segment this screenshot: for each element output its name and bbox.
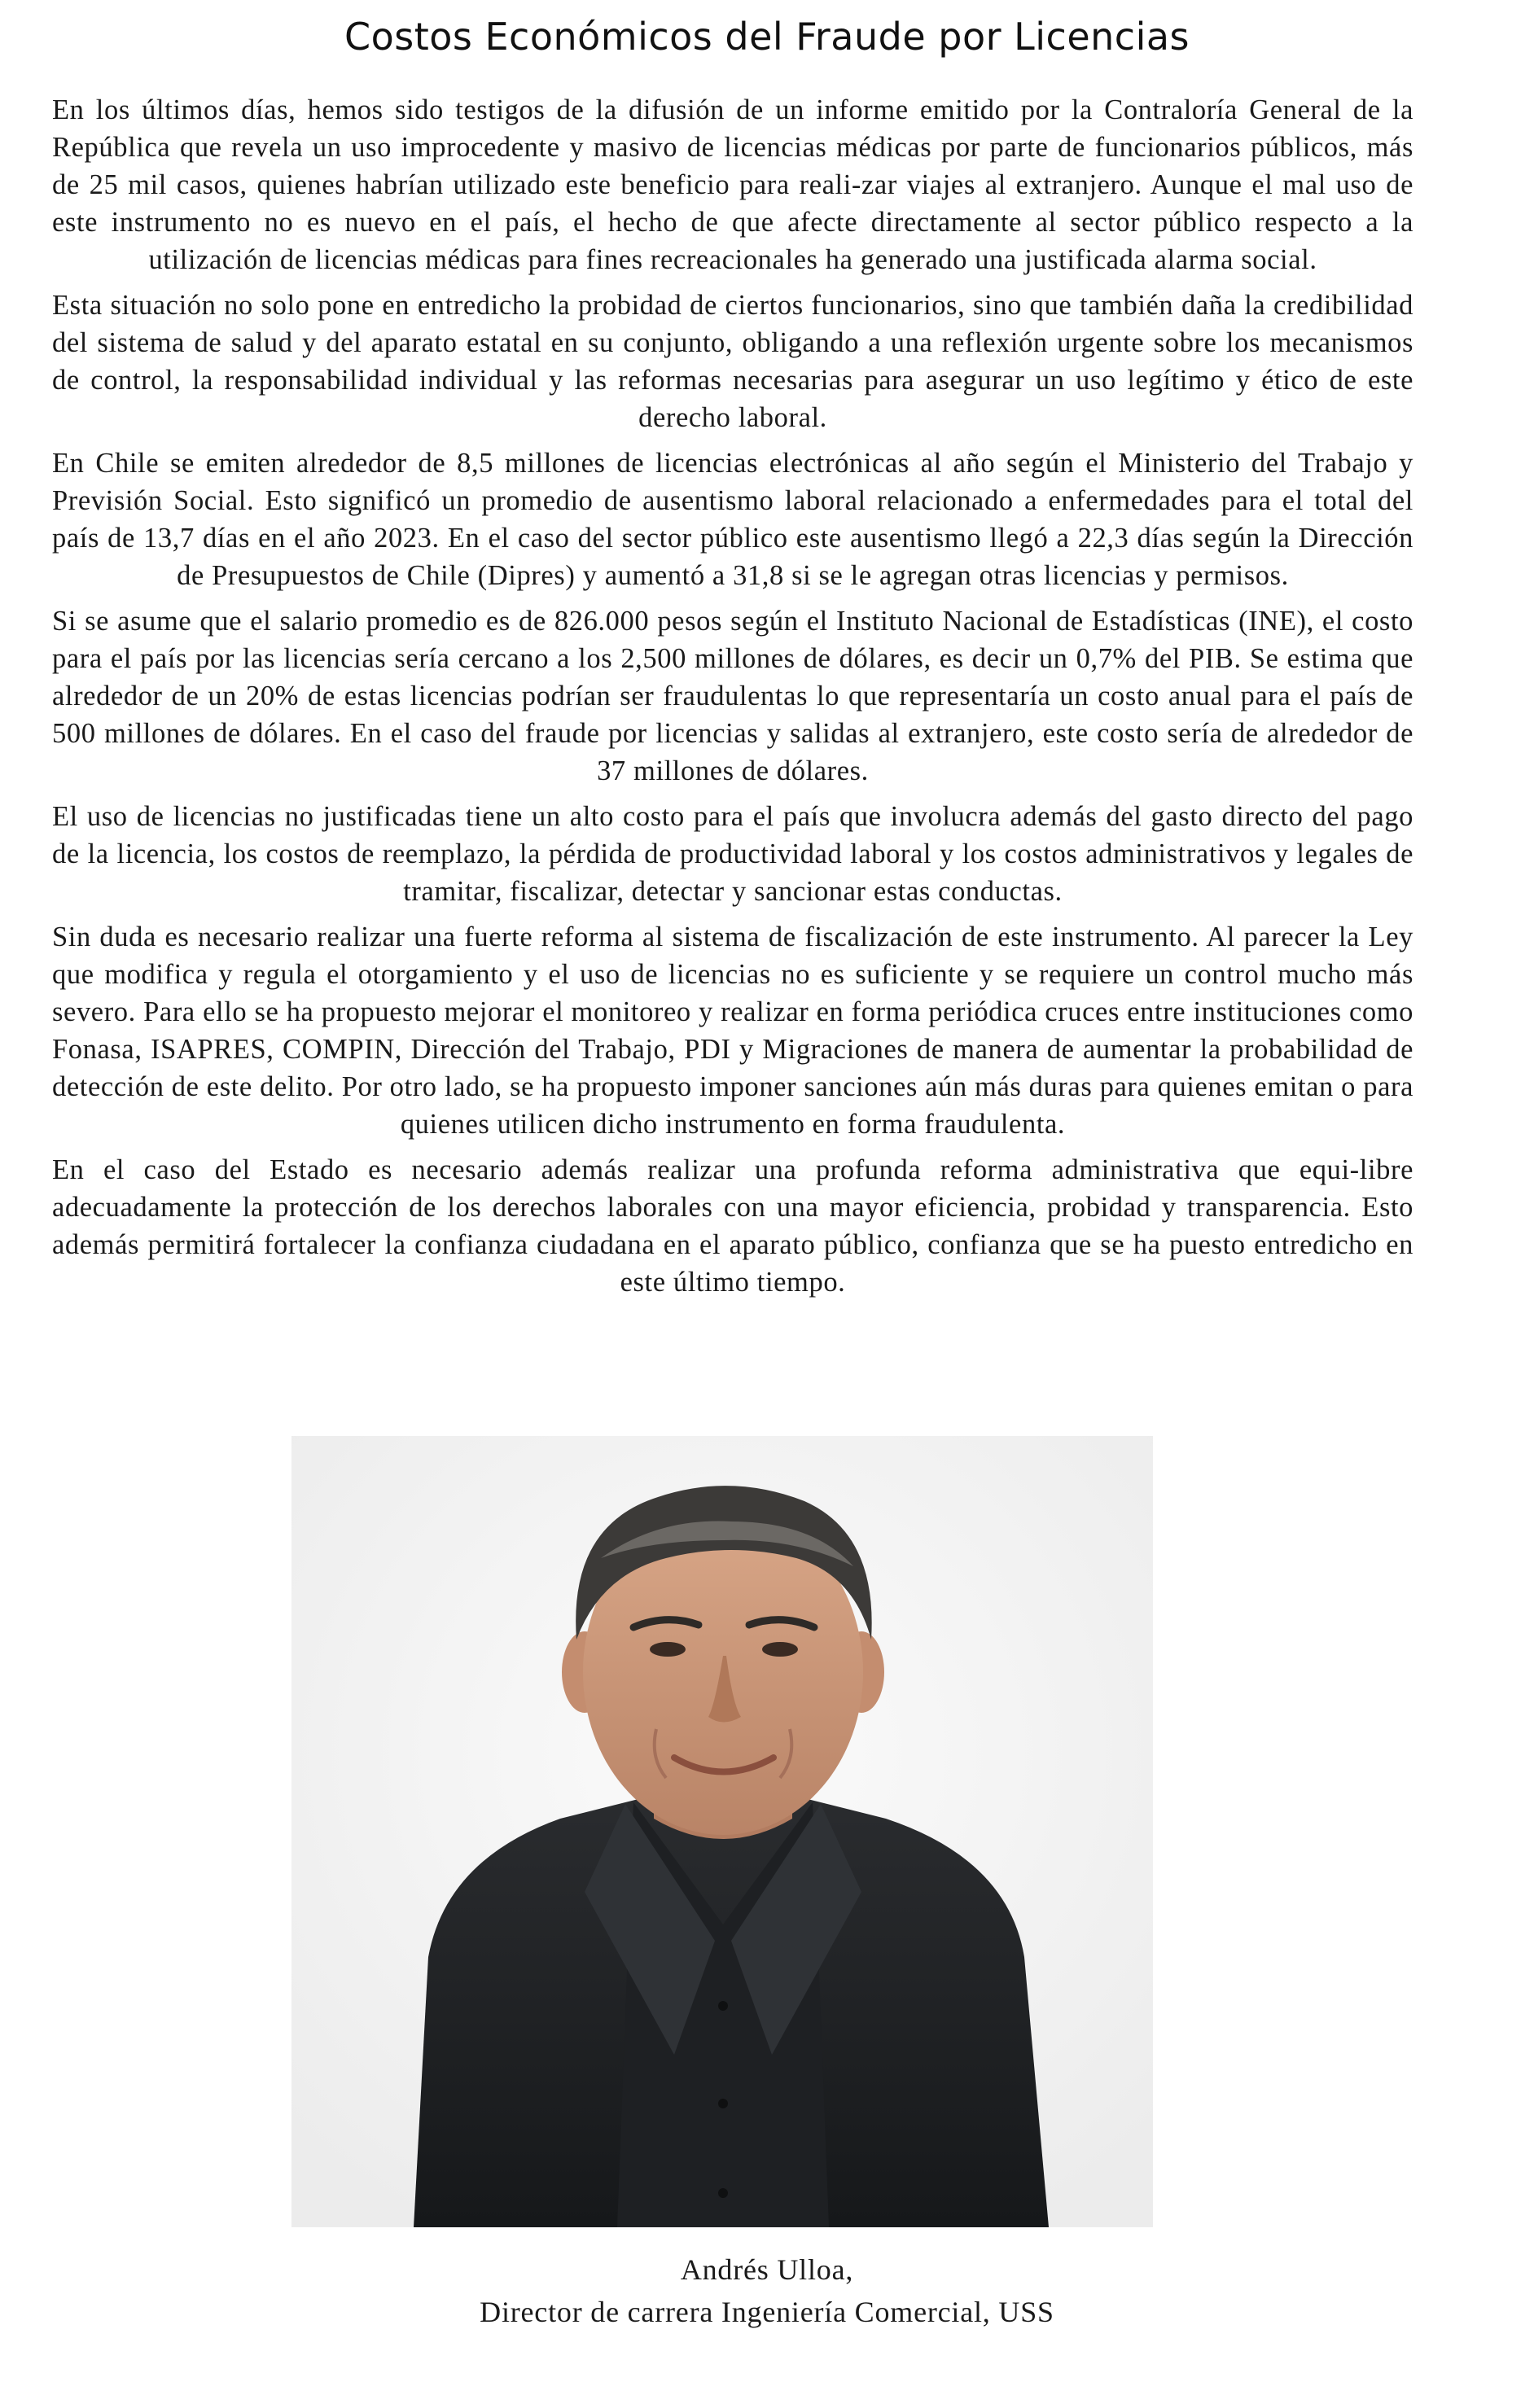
paragraph-5: El uso de licencias no justificadas tiene un alto costo para el país que involucra además del gasto directo del pago de la licencia, los costos de reemplazo, la pérdida de productividad laboral y los costos administrativos y legales de tramitar, fiscalizar, detectar y sancionar estas conductas.: [52, 801, 1413, 907]
article-title: Costos Económicos del Fraude por Licencias: [344, 15, 1190, 59]
paragraph-2: Esta situación no solo pone en entredicho la probidad de ciertos funcionarios, sino que también daña la credibilidad del sistema de salud y del aparato estatal en su conjunto, obligando a una reflexión urgente sobre los mecanismos de control, la responsabilidad individual y las reformas necesarias para asegurar un uso legítimo y ético de este derecho laboral.: [52, 290, 1413, 433]
author-caption: [0, 2248, 1534, 2333]
paragraph-6: Sin duda es necesario realizar una fuerte reforma al sistema de fiscalización de este instrumento. Al parecer la Ley que modifica y regula el otorgamiento y el uso de licencias no es suficiente y se requiere un control mucho más severo. Para ello se ha propuesto mejorar el monitoreo y realizar en forma periódica cruces entre instituciones como Fonasa, ISAPRES, COMPIN, Dirección del Trabajo, PDI y Migraciones de manera de aumentar la probabilidad de detección de este delito. Por otro lado, se ha propuesto imponer sanciones aún más duras para quienes emitan o para quienes utilicen dicho instrumento en forma fraudulenta.: [52, 922, 1413, 1140]
author-role: Director de carrera Ingeniería Comercial, USS: [480, 2296, 1054, 2328]
paragraph-1: En los últimos días, hemos sido testigos de la difusión de un informe emitido por la Contraloría General de la República que revela un uso improcedente y masivo de licencias médicas por parte de funcionarios públicos, más de 25 mil casos, quienes habrían utilizado este beneficio para reali-zar viajes al extranjero. Aunque el mal uso de este instrumento no es nuevo en el país, el hecho de que afecte directamente al sector público respecto a la utilización de licencias médicas para fines recreacionales ha generado una justificada alarma social.: [52, 94, 1413, 275]
article-body: [52, 91, 1413, 1309]
paragraph-4: Si se asume que el salario promedio es de 826.000 pesos según el Instituto Nacional de Estadísticas (INE), el costo para el país por las licencias sería cercano a los 2,500 millones de dólares, es decir un 0,7% del PIB. Se estima que alrededor de un 20% de estas licencias podrían ser fraudulentas lo que representaría un costo anual para el país de 500 millones de dólares. En el caso del fraude por licencias y salidas al extranjero, este costo sería de alrededor de 37 millones de dólares.: [52, 606, 1413, 786]
author-portrait: [291, 1436, 1153, 2227]
paragraph-3: En Chile se emiten alrededor de 8,5 millones de licencias electrónicas al año según el Ministerio del Trabajo y Previsión Social. Esto significó un promedio de ausentismo laboral relacionado a enfermedades para el total del país de 13,7 días en el año 2023. En el caso del sector público este ausentismo llegó a 22,3 días según la Dirección de Presupuestos de Chile (Dipres) y aumentó a 31,8 si se le agregan otras licencias y permisos.: [52, 448, 1413, 591]
paragraph-7: En el caso del Estado es necesario además realizar una profunda reforma administrativa que equi-libre adecuadamente la protección de los derechos laborales con una mayor eficiencia, probidad y transparencia. Esto además permitirá fortalecer la confianza ciudadana en el aparato público, confianza que se ha puesto entredicho en este último tiempo.: [52, 1154, 1413, 1298]
author-name: Andrés Ulloa,: [680, 2253, 854, 2286]
